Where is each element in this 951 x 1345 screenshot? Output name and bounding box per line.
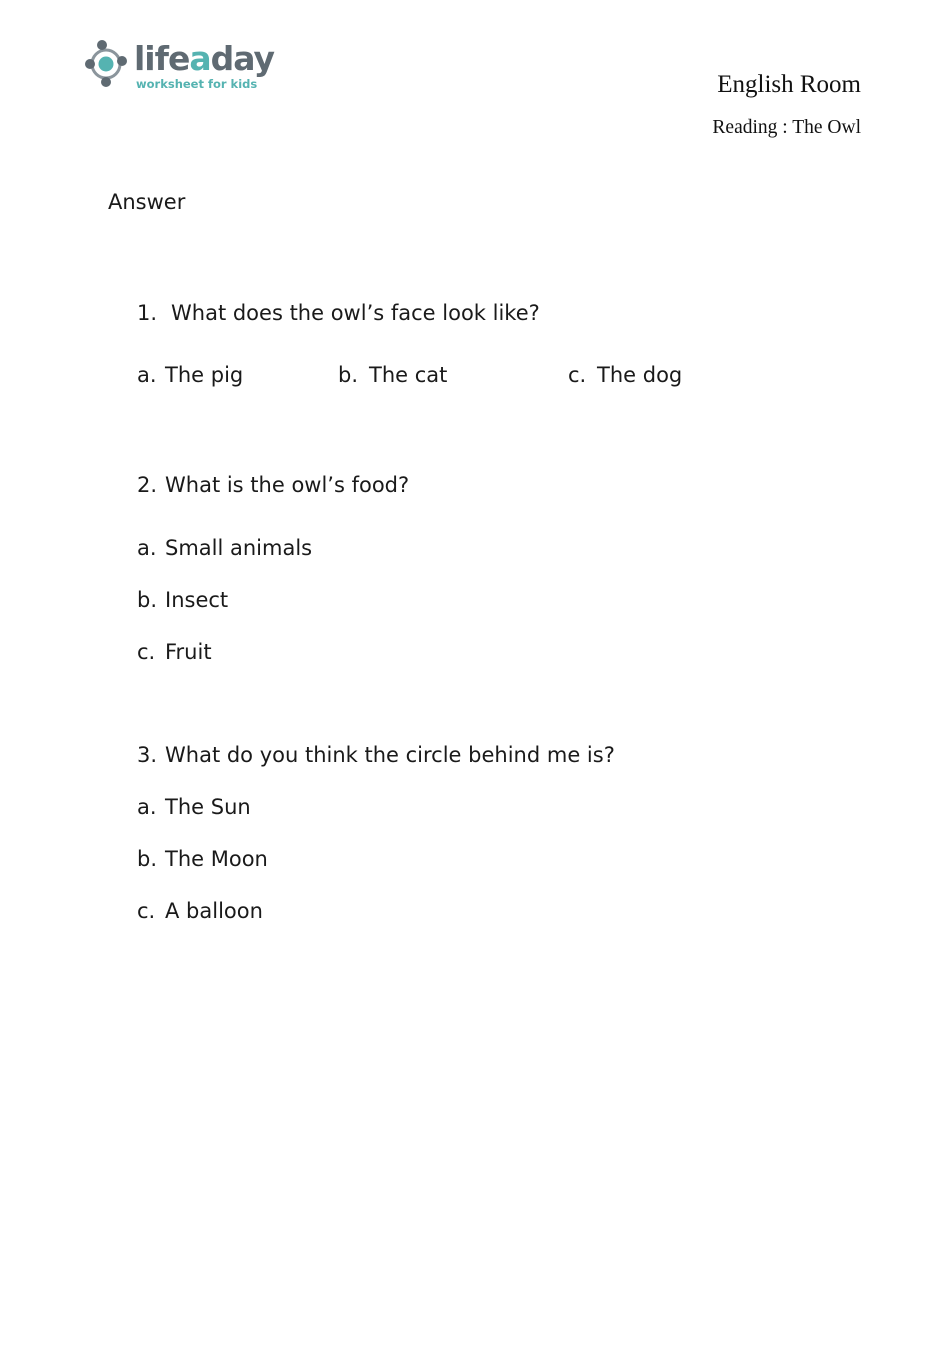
- option-text: Fruit: [165, 640, 212, 664]
- question-1: [137, 299, 540, 327]
- option-1c: [568, 361, 682, 389]
- question-text: What does the owl’s face look like?: [171, 301, 540, 325]
- logo-wordmark: lifeaday: [134, 39, 275, 78]
- option-letter: a.: [137, 363, 157, 387]
- option-letter: c.: [137, 640, 156, 664]
- option-letter: a.: [137, 795, 157, 819]
- question-text: What is the owl’s food?: [165, 473, 410, 497]
- option-3a: [137, 793, 251, 821]
- option-text: Insect: [165, 588, 229, 612]
- option-text: The pig: [165, 363, 244, 387]
- question-number: 1.: [137, 301, 158, 325]
- question-text: What do you think the circle behind me is?: [165, 743, 615, 767]
- option-3c: [137, 897, 263, 925]
- answer-heading: Answer: [108, 190, 186, 214]
- worksheet-header: [712, 70, 861, 140]
- option-letter: c.: [137, 899, 156, 923]
- option-text: Small animals: [165, 536, 313, 560]
- option-text: The cat: [369, 363, 448, 387]
- option-letter: a.: [137, 536, 157, 560]
- question-3: [137, 741, 615, 769]
- option-1b: [338, 361, 447, 389]
- room-title: English Room: [717, 71, 861, 98]
- option-letter: b.: [137, 847, 158, 871]
- option-letter: c.: [568, 363, 587, 387]
- molecule-dots-icon: [82, 38, 134, 94]
- reading-subtitle: Reading : The Owl: [712, 117, 861, 138]
- option-text: The dog: [597, 363, 683, 387]
- question-number: 3.: [137, 743, 158, 767]
- option-text: The Moon: [165, 847, 268, 871]
- option-2c: [137, 638, 212, 666]
- option-letter: b.: [338, 363, 359, 387]
- option-text: The Sun: [165, 795, 251, 819]
- option-letter: b.: [137, 588, 158, 612]
- question-2: [137, 471, 409, 499]
- option-1a: [137, 361, 243, 389]
- option-3b: [137, 845, 268, 873]
- question-number: 2.: [137, 473, 158, 497]
- logo-tagline: worksheet for kids: [136, 77, 258, 91]
- logo: [82, 38, 275, 98]
- option-2a: [137, 534, 312, 562]
- option-2b: [137, 586, 228, 614]
- option-text: A balloon: [165, 899, 263, 923]
